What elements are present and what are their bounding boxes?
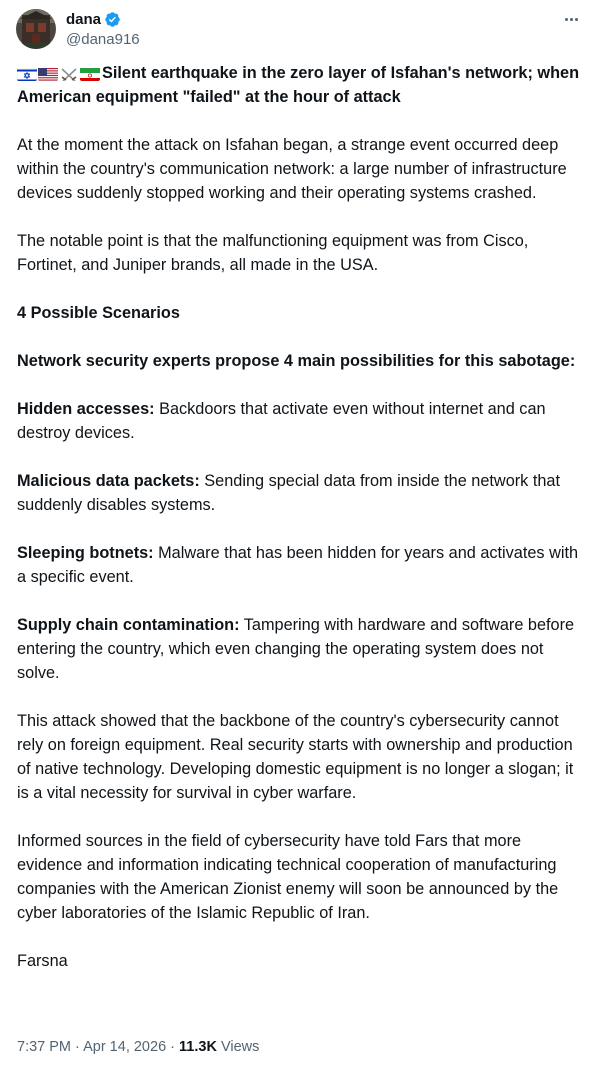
paragraph-1: At the moment the attack on Isfahan began, a strange event occurred deep within the country's communication network: a large number of infrastructure devices suddenly stopped working and their operating systems crashed.: [17, 136, 567, 202]
heading-experts: Network security experts propose 4 main possibilities for this sabotage:: [17, 352, 576, 370]
paragraph-4: Informed sources in the field of cybersecurity have told Fars that more evidence and information indicating technical cooperation of manufacturing companies with the American Zionist enemy will soon be announced by the cyber laboratories of the Islamic Republic of Iran.: [17, 832, 559, 922]
author-handle[interactable]: @dana916: [66, 31, 140, 48]
scenario-item: [17, 469, 589, 517]
more-options-icon[interactable]: [561, 11, 581, 27]
author-names: [66, 10, 140, 49]
iran-flag-icon: [80, 66, 100, 81]
scenario-label: Malicious data packets:: [17, 472, 200, 490]
meta-separator: ·: [71, 1039, 84, 1055]
tweet-text: [17, 61, 589, 973]
scenario-item: [17, 613, 589, 685]
display-name[interactable]: dana: [66, 10, 102, 28]
tweet-header: [16, 9, 587, 49]
scenario-label: Supply chain contamination:: [17, 616, 240, 634]
scenario-label: Sleeping botnets:: [17, 544, 154, 562]
post-title-text: Silent earthquake in the zero layer of Isfahan's network; when American equipment "failed" at the hour of attack: [17, 64, 580, 106]
heading-scenarios: 4 Possible Scenarios: [17, 304, 180, 322]
meta-separator: ·: [166, 1039, 180, 1055]
usa-flag-icon: [38, 66, 58, 81]
flag-emojis: [17, 66, 101, 81]
scenario-text: Backdoors that activate even without internet and can destroy devices.: [17, 400, 546, 442]
paragraph-3: This attack showed that the backbone of the country's cybersecurity cannot rely on foreign equipment. Real security starts with ownership and production of native technology. Developing domestic equipment is no longer a slogan; it is a vital necessity for survival in cyber warfare.: [17, 712, 574, 802]
verified-badge-icon: [104, 11, 121, 28]
scenario-item: [17, 397, 589, 445]
post-time[interactable]: 7:37 PM: [17, 1039, 71, 1055]
scenario-text: Malware that has been hidden for years and activates with a specific event.: [17, 544, 579, 586]
scenario-label: Hidden accesses:: [17, 400, 155, 418]
avatar[interactable]: [16, 9, 56, 49]
paragraph-2: The notable point is that the malfunctioning equipment was from Cisco, Fortinet, and Juniper brands, all made in the USA.: [17, 232, 529, 274]
post-date[interactable]: Apr 14, 2026: [83, 1039, 167, 1055]
views-count[interactable]: 11.3K: [179, 1039, 217, 1055]
scenario-text: Sending special data from inside the network that suddenly disables systems.: [17, 472, 560, 514]
israel-flag-icon: [17, 66, 37, 81]
post-title: [17, 61, 589, 109]
views-label: Views: [216, 1039, 260, 1055]
scenario-item: [17, 541, 589, 589]
tweet-meta: [17, 1037, 259, 1057]
crossed-swords-icon: [59, 66, 79, 81]
source-text: Farsna: [17, 952, 68, 970]
scenario-text: Tampering with hardware and software before entering the country, which even changing the operating system does not solve.: [17, 616, 575, 682]
